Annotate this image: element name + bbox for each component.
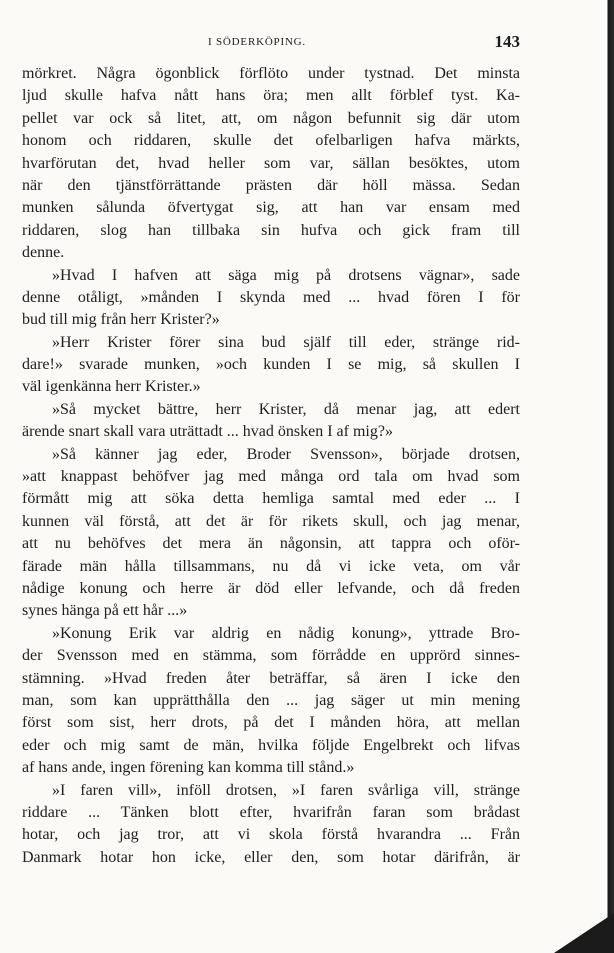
text-line: dare!» svarade munken, »och kunden I se mig, så skullen I (22, 356, 520, 374)
text-line: »Herr Krister förer sina bud själf till eder, stränge rid- (52, 333, 520, 351)
text-line: förmått mig att söka detta hemliga samtal med eder ... I (22, 490, 520, 508)
text-line: »att knappast behöfver jag med många ord tala om hvad som (22, 468, 520, 486)
text-line: synes hänga på ett hår ...» (22, 602, 188, 620)
text-line: denne. (22, 244, 65, 262)
text-line: denne otåligt, »månden I skynda med ... hvad fören I för (22, 288, 520, 306)
text-line: hvarförutan det, hvad heller som var, sällan besöktes, utom (22, 154, 520, 172)
text-line: Danmark hotar hon icke, eller den, som hotar därifrån, är (22, 848, 520, 866)
text-line: när den tjänstförrättande prästen där höll mässa. Sedan (22, 176, 520, 194)
page-number: 143 (494, 32, 520, 51)
text-line: ärende snart skall vara uträttadt ... hvad önsken I af mig?» (22, 423, 393, 441)
text-line: hotar, och jag tror, att vi skola förstå hvarandra ... Från (22, 826, 520, 844)
text-line: mörkret. Några ögonblick förflöto under tystnad. Det minsta (22, 65, 520, 82)
text-line: »Konung Erik var aldrig en nådig konung», yttrade Bro- (52, 624, 520, 642)
text-line: stämning. »Hvad freden åter beträffar, så ären I icke den (22, 669, 520, 687)
text-line: först som sist, herr drots, på det I månden höra, att mellan (22, 714, 520, 732)
scan-edge (605, 0, 614, 953)
text-line: der Svensson med en stämma, som förrådde en upprörd sinnes- (22, 647, 520, 665)
text-line: riddare ... Tänken blott efter, hvarifrån faran som brådast (22, 803, 520, 821)
text-line: nådige konung och herre är död eller lefvande, och då freden (22, 579, 520, 597)
text-line: väl igenkänna herr Krister.» (22, 378, 201, 396)
text-line: kunnen väl förstå, att det är för rikets skull, och jag menar, (22, 512, 520, 530)
text-line: färade män hålla tillsammans, nu då vi icke veta, om vår (22, 557, 520, 575)
text-line: man, som kan upprätthålla den ... jag säger ut min mening (22, 691, 520, 709)
text-line: »Så mycket bättre, herr Krister, då menar jag, att edert (52, 400, 520, 418)
text-line: honom och riddaren, skulle det ofelbarligen hafva märkts, (22, 132, 520, 150)
text-line: bud till mig från herr Krister?» (22, 311, 220, 329)
running-head: I SÖDERKÖPING. (208, 36, 306, 48)
scan-corner (554, 913, 614, 953)
body-text (22, 63, 520, 869)
text-line: riddaren, slog han tillbaka sin hufva och gick fram till (22, 221, 520, 239)
text-line: pellet var ock så litet, att, om någon befunnit sig där utom (22, 109, 520, 127)
text-line: af hans ande, ingen förening kan komma till stånd.» (22, 759, 355, 777)
text-line: »I faren vill», inföll drotsen, »I faren svårliga vill, stränge (52, 781, 520, 799)
text-line: eder och mig samt de män, hvilka följde Engelbrekt och lifvas (22, 736, 520, 754)
page-header (22, 32, 520, 54)
text-line: »Så känner jag eder, Broder Svensson», började drotsen, (52, 445, 520, 463)
text-line: »Hvad I hafven att säga mig på drotsens vägnar», sade (52, 266, 520, 284)
text-line: att nu behöfves det mera än någonsin, att tappra och oför- (22, 535, 520, 553)
text-line: ljud skulle hafva nått hans öra; men allt förblef tyst. Ka- (22, 87, 520, 105)
text-line: munken sålunda öfvertygat sig, att han var ensam med (22, 199, 520, 217)
